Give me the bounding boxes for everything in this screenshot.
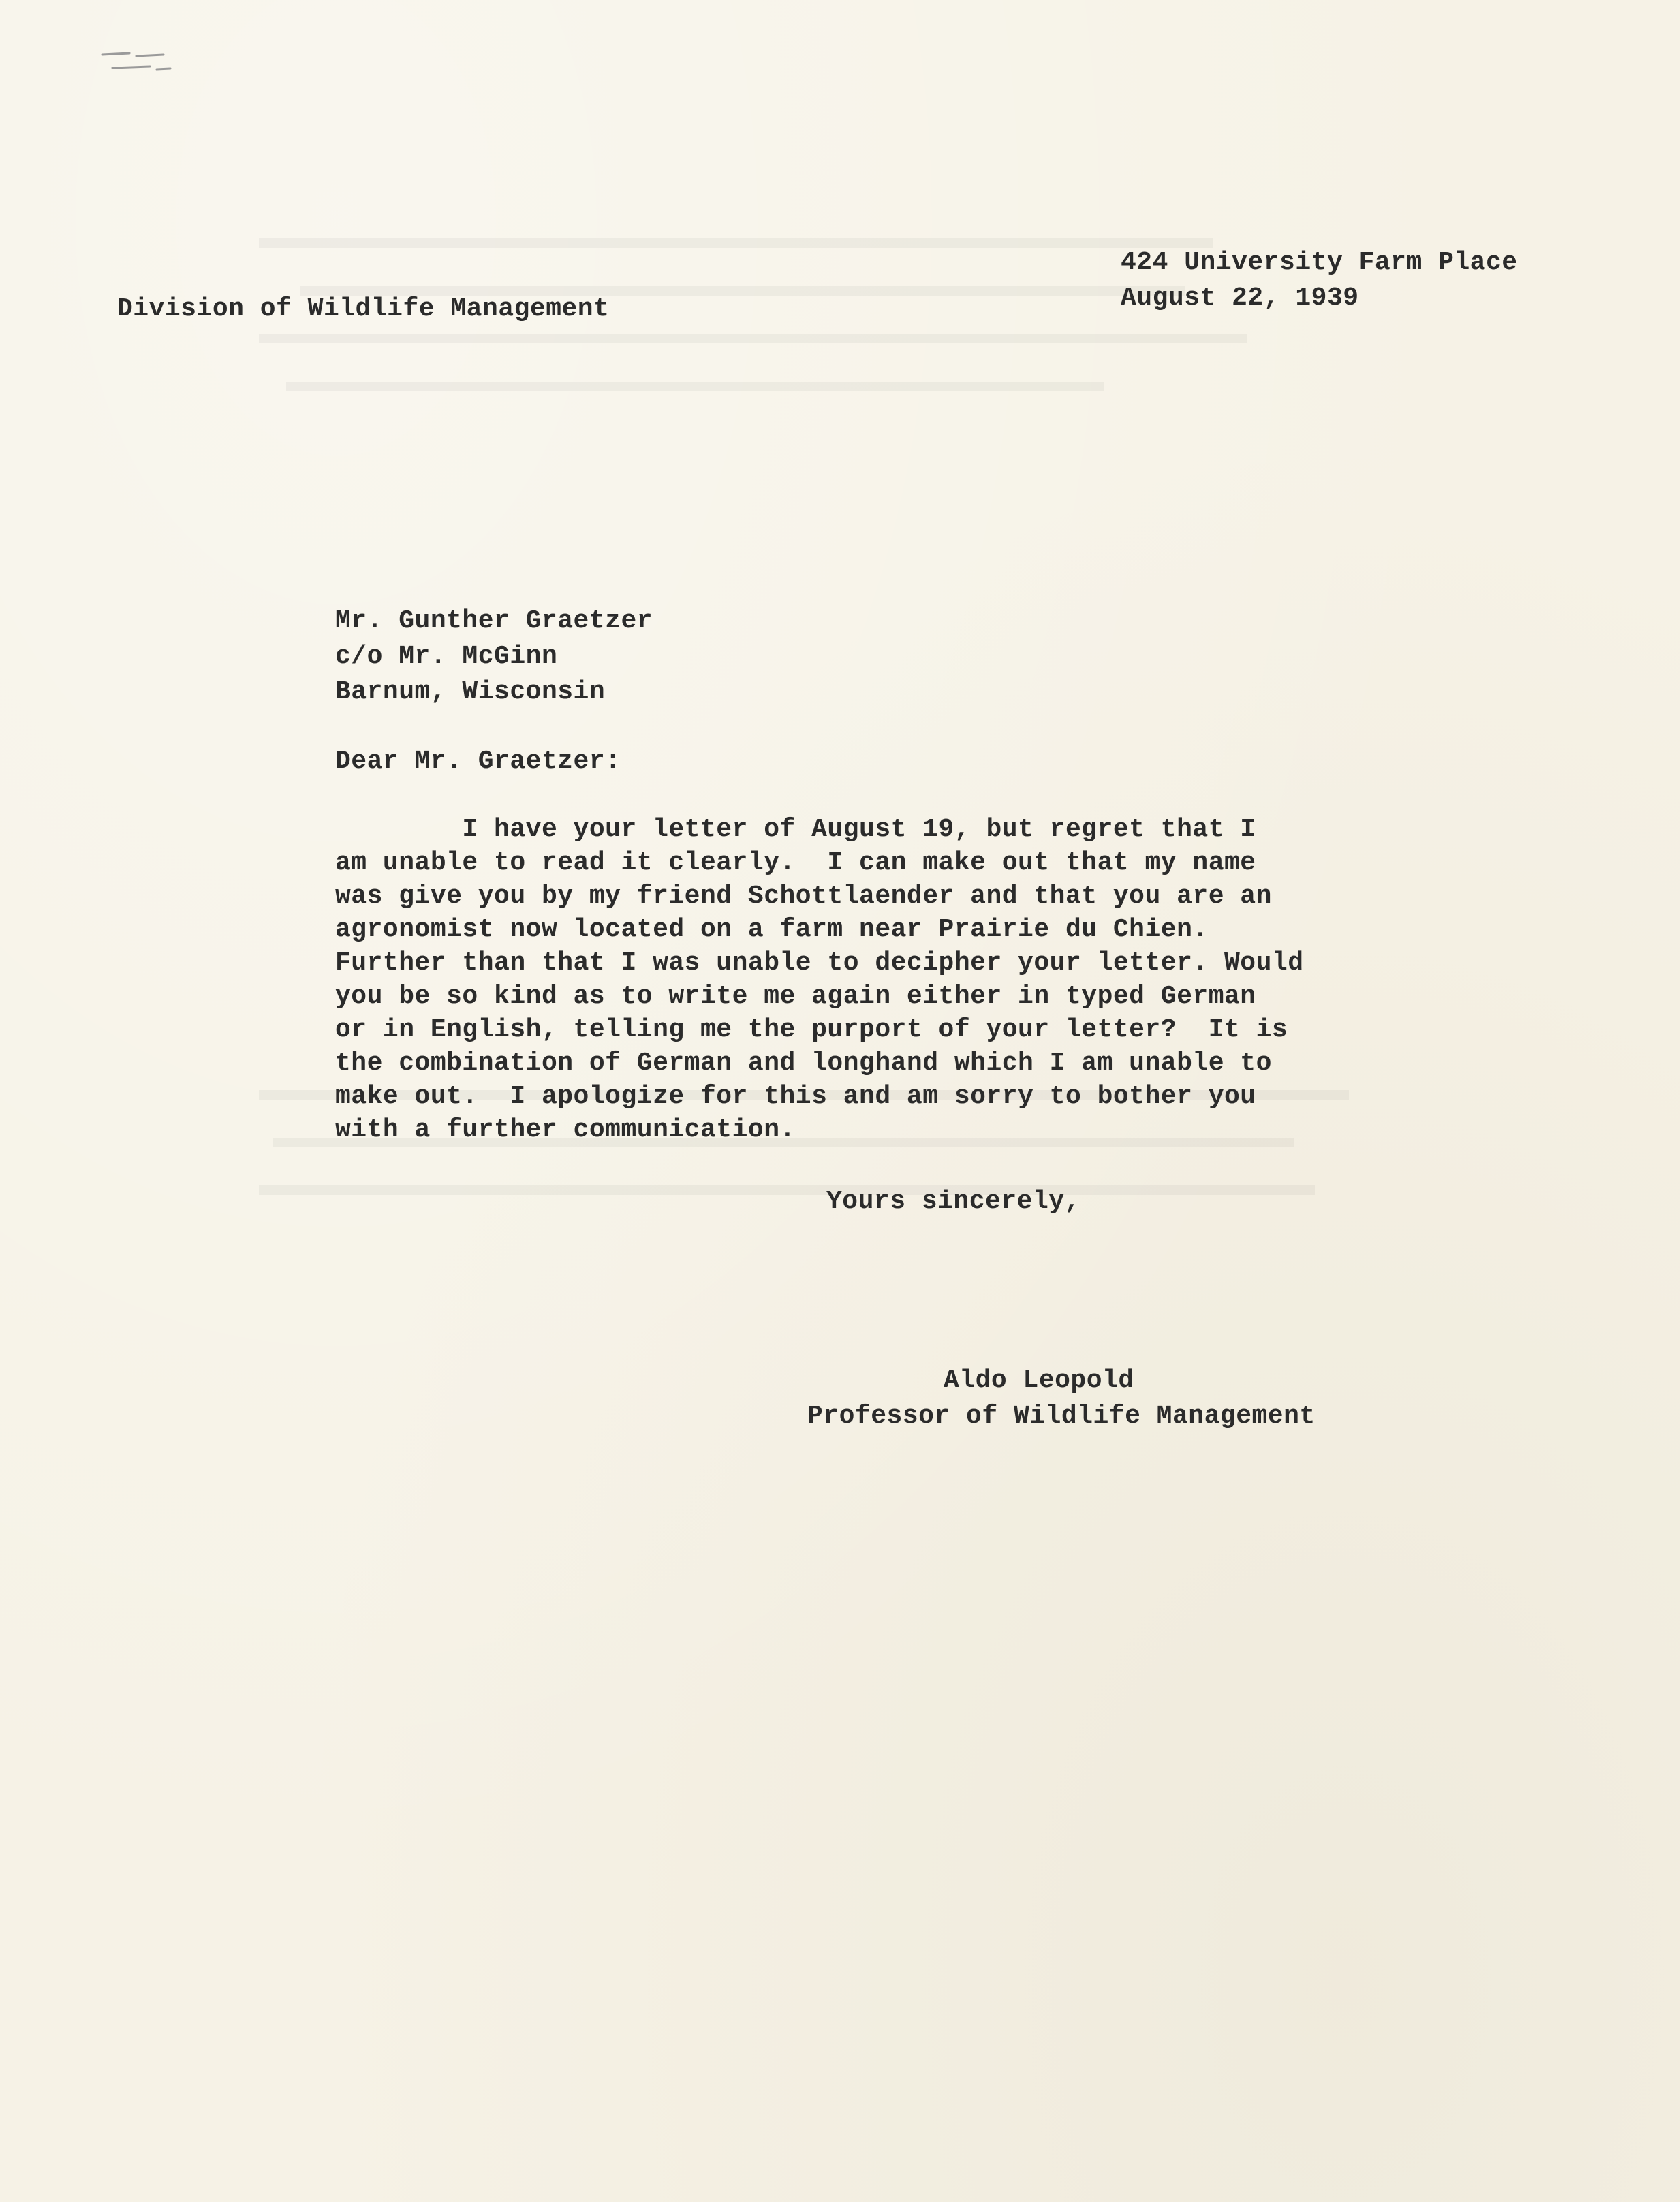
body-line: Further than that I was unable to decipher your letter. Would	[335, 948, 1304, 978]
recipient-city: Barnum, Wisconsin	[335, 677, 606, 707]
body-line: am unable to read it clearly. I can make out that my name	[335, 848, 1256, 878]
recipient-name: Mr. Gunther Graetzer	[335, 606, 653, 636]
body-line: the combination of German and longhand which I am unable to	[335, 1049, 1272, 1078]
closing: Yours sincerely,	[826, 1187, 1080, 1216]
body-line: I have your letter of August 19, but regret that I	[335, 815, 1256, 844]
body-line: agronomist now located on a farm near Prairie du Chien.	[335, 915, 1209, 944]
body-line: you be so kind as to write me again either in typed German	[335, 982, 1256, 1011]
signature-title: Professor of Wildlife Management	[807, 1401, 1316, 1431]
division-heading: Division of Wildlife Management	[117, 294, 610, 324]
salutation: Dear Mr. Graetzer:	[335, 747, 621, 776]
recipient-care-of: c/o Mr. McGinn	[335, 642, 558, 671]
body-line: make out. I apologize for this and am sorry to bother you	[335, 1082, 1256, 1111]
body-line: or in English, telling me the purport of your letter? It is	[335, 1015, 1288, 1044]
sender-address: 424 University Farm Place	[1121, 248, 1518, 277]
letter-date: August 22, 1939	[1121, 283, 1359, 313]
body-line: with a further communication.	[335, 1115, 796, 1145]
body-line: was give you by my friend Schottlaender and that you are an	[335, 882, 1272, 911]
pencil-mark	[89, 27, 191, 89]
signature-name: Aldo Leopold	[944, 1366, 1134, 1395]
